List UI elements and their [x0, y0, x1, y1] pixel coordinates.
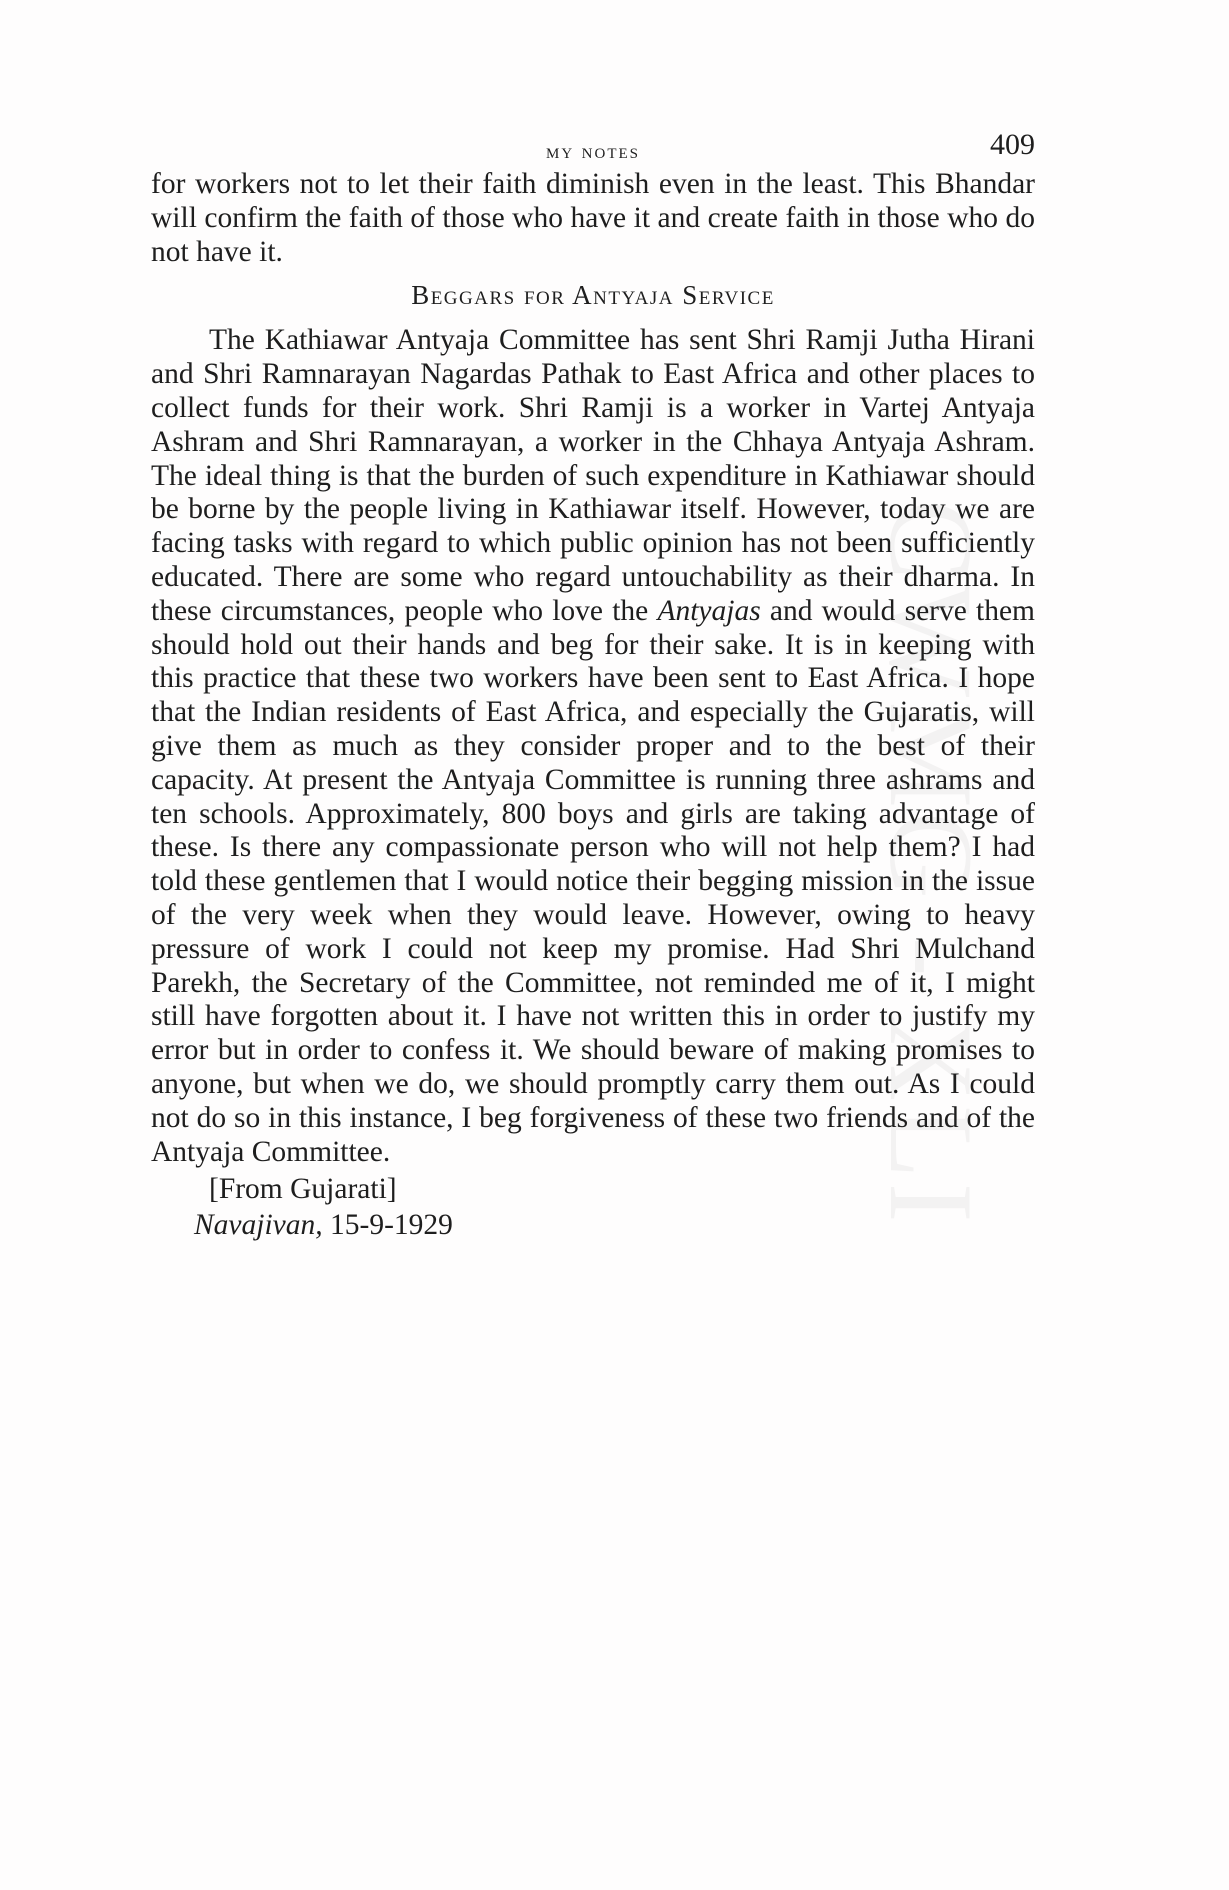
publication-date: 15-9-1929 — [330, 1209, 453, 1242]
publication-line — [151, 1207, 1035, 1243]
running-header — [151, 128, 1035, 168]
paragraph-text-end: and would serve them should hold out their hands and beg for their sake. It is in keeping with this practice that these two workers have been sent to East Africa. I hope that the Indian residents of East Africa, and especially the Gujaratis, will give them as much as they consider proper and to the best of their capacity. At present the Antyaja Committee is running three ashrams and ten schools. Approximately, 800 boys and girls are taking advantage of these. Is there any compassionate person who will not help them? I had told these gentlemen that I would notice their begging mission in the issue of the very week when they would leave. However, owing to heavy pressure of work I could not keep my promise. Had Shri Mulchand Parekh, the Secretary of the Committee, not reminded me of it, I might still have forgotten about it. I have not written this in order to justify my error but in order to confess it. We should beware of making promises to anyone, but when we do, we should promptly carry them out. As I could not do so in this instance, I beg forgiveness of these two friends and of the Antyaja Committee. — [151, 594, 1036, 1168]
body-text — [151, 168, 1035, 1169]
italic-term: Antyajas — [657, 594, 761, 627]
section-heading: Beggars for Antyaja Service — [411, 280, 775, 311]
section-paragraph — [151, 324, 1035, 1169]
running-title: my notes — [545, 138, 640, 163]
publication-name: Navajivan, — [194, 1209, 323, 1242]
source-note: [From Gujarati] — [209, 1173, 397, 1206]
document-page — [151, 128, 1035, 1243]
paragraph-text-start: The Kathiawar Antyaja Committee has sent Shri Ramji Jutha Hirani and Shri Ramnarayan Nagardas Pathak to East Africa and other places to collect funds for their work. Shri Ramji is a worker in Vartej Antyaja Ashram and Shri Ramnarayan, a worker in the Chhaya Antyaja Ashram. The ideal thing is that the burden of such expenditure in Kathiawar should be borne by the people living in Kathiawar itself. However, today we are facing tasks with regard to which public opinion has not been sufficiently educated. There are some who regard untouchability as their dharma. In these circumstances, people who love the — [151, 324, 1035, 627]
page-number: 409 — [990, 128, 1035, 161]
continued-paragraph: for workers not to let their faith diminish even in the least. This Bhandar will confirm the faith of those who have it and create faith in those who do not have it. — [151, 168, 1035, 268]
